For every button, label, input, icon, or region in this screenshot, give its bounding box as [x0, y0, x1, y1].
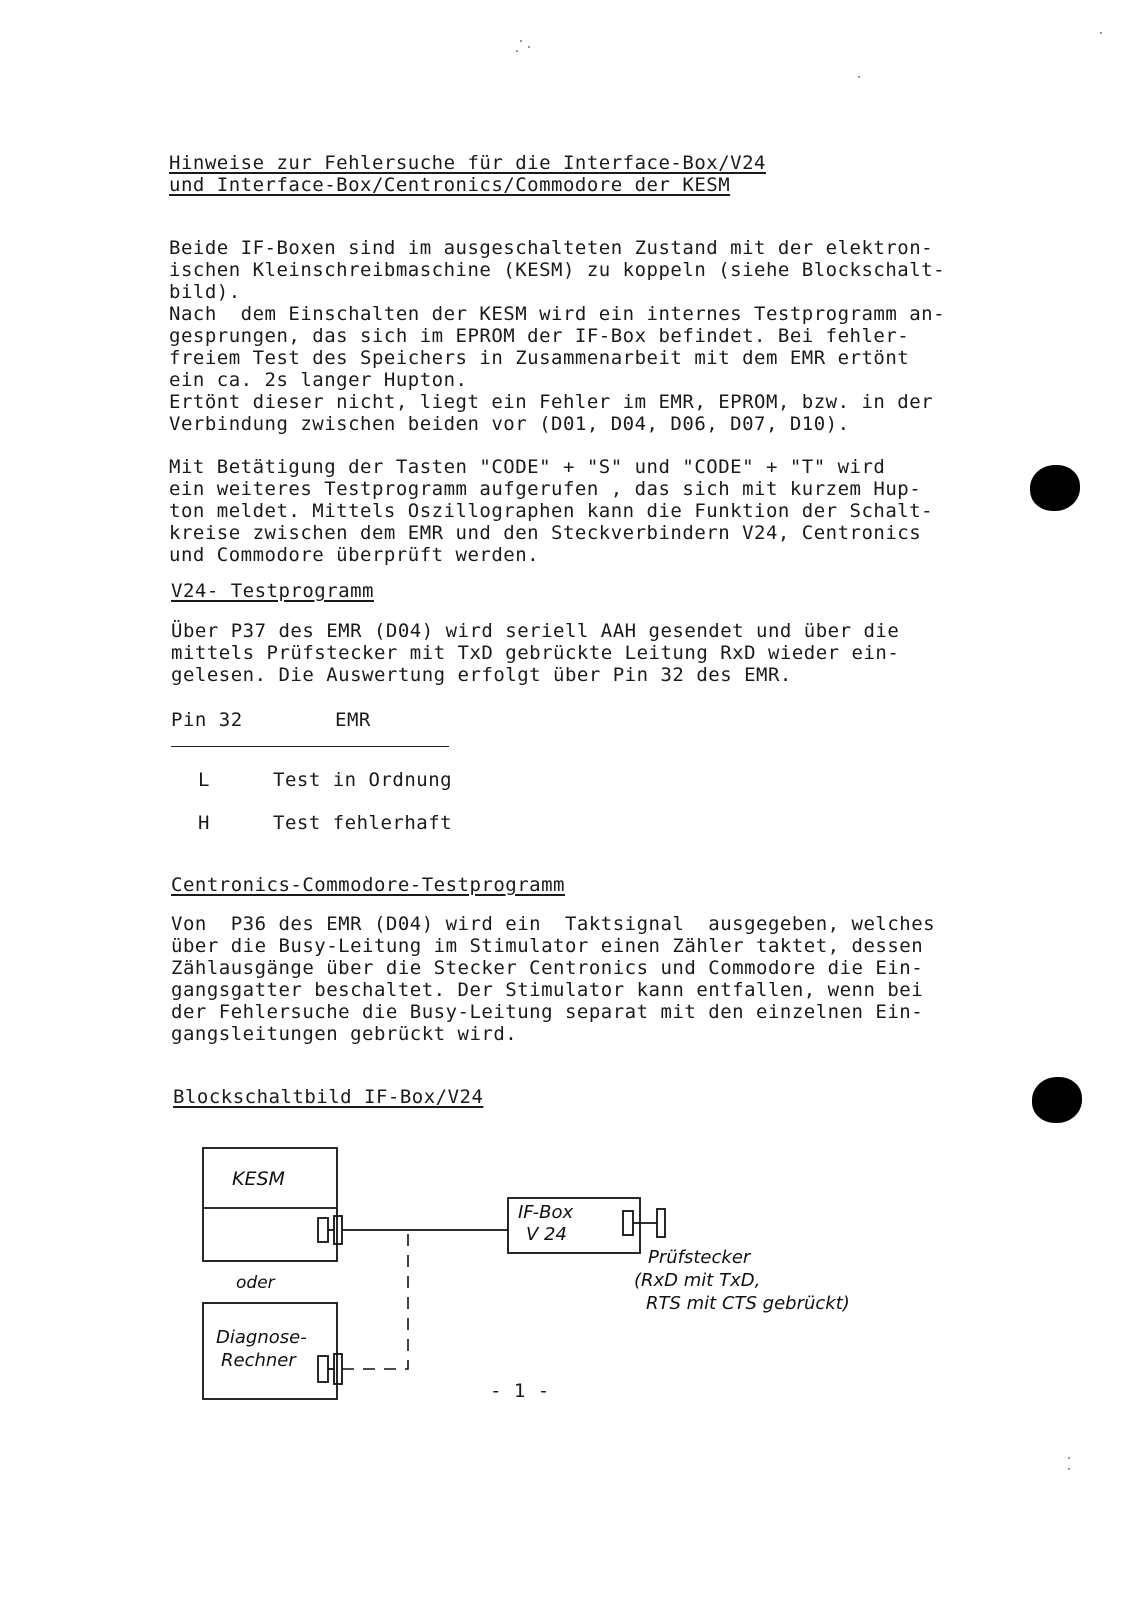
paragraph-line: ton meldet. Mittels Oszillographen kann die Funktion der Schalt-: [169, 500, 934, 522]
paragraph-line: ein weiteres Testprogramm aufgerufen , das sich mit kurzem Hup-: [169, 478, 922, 500]
paragraph-line: mittels Prüfstecker mit TxD gebrückte Leitung RxD wieder ein-: [171, 642, 900, 664]
dashed-connection-diagnose: [342, 1230, 408, 1369]
scan-speck: [858, 76, 860, 78]
paragraph-line: ein ca. 2s langer Hupton.: [169, 369, 468, 391]
pin-table-row-level: L: [198, 769, 210, 791]
page-number: - 1 -: [490, 1380, 550, 1402]
label-diagnose: Diagnose-: [216, 1327, 307, 1348]
pin-table-row-text: Test in Ordnung: [273, 769, 453, 791]
pin-table-header-pin: Pin 32: [171, 709, 243, 731]
pin-table-divider: [171, 746, 449, 747]
paragraph-line: Über P37 des EMR (D04) wird seriell AAH gesendet und über die: [171, 620, 900, 642]
label-ifbox: IF-Box: [518, 1202, 574, 1223]
paragraph-line: Von P36 des EMR (D04) wird ein Taktsignal ausgegeben, welches: [171, 913, 936, 935]
section-heading-v24: V24- Testprogramm: [171, 580, 374, 602]
document-title-line-1: Hinweise zur Fehlersuche für die Interface-Box/V24: [169, 152, 766, 174]
scan-speck: [1068, 1468, 1070, 1470]
ifbox-connector-inner: [657, 1209, 665, 1237]
paragraph-line: ischen Kleinschreibmaschine (KESM) zu koppeln (siehe Blockschalt-: [169, 259, 946, 281]
scan-speck: [516, 50, 518, 52]
paragraph-line: gangsleitungen gebrückt wird.: [171, 1023, 518, 1045]
diagnose-connector-outer: [318, 1356, 328, 1382]
section-heading-blockdiagram: Blockschaltbild IF-Box/V24: [173, 1086, 484, 1108]
paragraph-line: Ertönt dieser nicht, liegt ein Fehler im EMR, EPROM, bzw. in der: [169, 391, 934, 413]
paragraph-line: Verbindung zwischen beiden vor (D01, D04, D06, D07, D10).: [169, 413, 850, 435]
paragraph-line: über die Busy-Leitung im Stimulator einen Zähler taktet, dessen: [171, 935, 924, 957]
kesm-connector-inner: [334, 1216, 342, 1244]
label-kesm: KESM: [232, 1168, 285, 1190]
document-title-line-2: und Interface-Box/Centronics/Commodore der KESM: [169, 174, 731, 196]
punch-hole-bottom: [1032, 1077, 1082, 1123]
scan-speck: [1100, 32, 1102, 34]
pin-table-row-level: H: [198, 812, 210, 834]
paragraph-line: freiem Test des Speichers in Zusammenarbeit mit dem EMR ertönt: [169, 347, 910, 369]
paragraph-line: Zählausgänge über die Stecker Centronics und Commodore die Ein-: [171, 957, 924, 979]
paragraph-line: gangsgatter beschaltet. Der Stimulator kann entfallen, wenn bei: [171, 979, 924, 1001]
kesm-box: [203, 1148, 337, 1261]
paragraph-line: Beide IF-Boxen sind im ausgeschalteten Zustand mit der elektron-: [169, 237, 934, 259]
label-v24: V 24: [526, 1224, 567, 1245]
paragraph-line: kreise zwischen dem EMR und den Steckverbindern V24, Centronics: [169, 522, 922, 544]
paragraph-line: Nach dem Einschalten der KESM wird ein internes Testprogramm an-: [169, 303, 946, 325]
label-rxd-txd: (RxD mit TxD,: [634, 1270, 761, 1291]
pin-table-row-text: Test fehlerhaft: [273, 812, 453, 834]
paragraph-line: bild).: [169, 281, 241, 303]
label-oder: oder: [236, 1273, 275, 1293]
diagnose-connector-inner: [334, 1354, 342, 1384]
label-pruefstecker: Prüfstecker: [648, 1247, 751, 1268]
paragraph-line: der Fehlersuche die Busy-Leitung separat mit den einzelnen Ein-: [171, 1001, 924, 1023]
paragraph-line: und Commodore überprüft werden.: [169, 544, 540, 566]
scan-speck: [1068, 1457, 1070, 1459]
punch-hole-top: [1030, 465, 1080, 511]
paragraph-line: gesprungen, das sich im EPROM der IF-Box befindet. Bei fehler-: [169, 325, 910, 347]
scan-speck: [520, 40, 522, 42]
section-heading-centronics: Centronics-Commodore-Testprogramm: [171, 874, 565, 896]
scan-speck: [528, 46, 530, 48]
paragraph-line: Mit Betätigung der Tasten "CODE" + "S" und "CODE" + "T" wird: [169, 456, 886, 478]
label-rts-cts: RTS mit CTS gebrückt): [646, 1293, 850, 1314]
paragraph-line: gelesen. Die Auswertung erfolgt über Pin 32 des EMR.: [171, 664, 792, 686]
ifbox-connector-outer: [623, 1211, 633, 1235]
pin-table-header-emr: EMR: [335, 709, 371, 731]
kesm-connector-outer: [318, 1218, 328, 1242]
label-rechner: Rechner: [221, 1350, 296, 1371]
